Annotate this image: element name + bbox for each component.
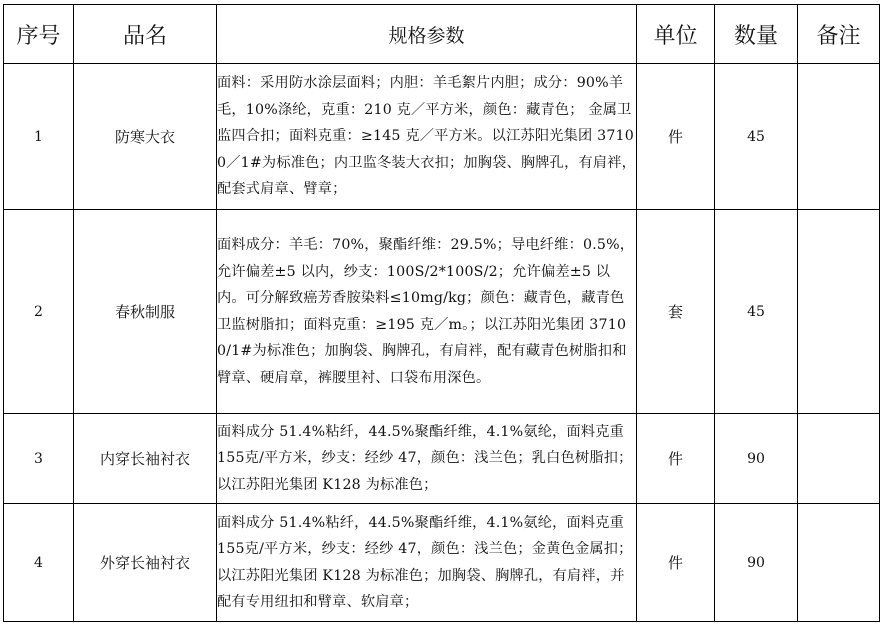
header-spec: 规格参数 bbox=[217, 5, 637, 64]
row-index: 3 bbox=[4, 414, 74, 504]
row-spec-text: 面料成分 51.4%粘纤，44.5%聚酯纤维，4.1%氨纶，面料克重 155克/平方米，纱支：经纱 47，颜色：浅兰色；金黄色金属扣；以江苏阳光集团 K128 为标准色；加胸袋、胸牌孔，有肩袢，并配有专用纽扣和臂章、软肩章； bbox=[217, 514, 633, 610]
row-remark bbox=[798, 210, 880, 414]
row-spec-text: 面料：采用防水涂层面料；内胆：羊毛絮片内胆；成分：90%羊毛，10%涤纶，克重：210 克／平方米，颜色：藏青色； 金属卫监四合扣；面料克重：≥145 克／平方米。以江苏阳光集团 37100／1#为标准色；内卫监冬装大衣扣；加胸袋、胸牌孔，有肩袢，配套式肩章、臂章； bbox=[217, 75, 637, 198]
header-index: 序号 bbox=[4, 5, 74, 64]
row-name: 防寒大衣 bbox=[74, 64, 217, 210]
row-index: 2 bbox=[4, 210, 74, 414]
row-remark bbox=[798, 504, 880, 622]
table-row bbox=[4, 210, 880, 414]
row-spec bbox=[217, 414, 637, 504]
row-name: 春秋制服 bbox=[74, 210, 217, 414]
header-unit: 单位 bbox=[637, 5, 715, 64]
row-unit: 件 bbox=[637, 414, 715, 504]
row-name: 外穿长袖衬衣 bbox=[74, 504, 217, 622]
header-remark: 备注 bbox=[798, 5, 880, 64]
table-row bbox=[4, 64, 880, 210]
row-remark bbox=[798, 414, 880, 504]
row-unit: 套 bbox=[637, 210, 715, 414]
header-quantity: 数量 bbox=[715, 5, 798, 64]
row-spec bbox=[217, 64, 637, 210]
row-remark bbox=[798, 64, 880, 210]
row-quantity: 45 bbox=[715, 210, 798, 414]
row-quantity: 90 bbox=[715, 414, 798, 504]
row-spec-text: 面料成分 51.4%粘纤，44.5%聚酯纤维，4.1%氨纶，面料克重 155克/平方米，纱支：经纱 47，颜色：浅兰色；乳白色树脂扣；以江苏阳光集团 K128 为标准色； bbox=[217, 423, 633, 493]
header-row bbox=[4, 5, 880, 64]
row-spec-text: 面料成分：羊毛：70%，聚酯纤维：29.5%；导电纤维：0.5%，允许偏差±5 以内，纱支：100S/2*100S/2；允许偏差±5 以内。可分解致癌芳香胺染料≤10mg/kg；颜色：藏青色，藏青色卫监树脂扣；面料克重：≥195 克／m。；以江苏阳光集团 37100/1#为标准色；加胸袋、胸牌孔，有肩袢，配有藏青色树脂扣和臂章、硬肩章，裤腰里衬、口袋布用深色。 bbox=[217, 237, 635, 386]
row-index: 4 bbox=[4, 504, 74, 622]
table-row bbox=[4, 504, 880, 622]
row-spec bbox=[217, 504, 637, 622]
row-unit: 件 bbox=[637, 504, 715, 622]
row-spec bbox=[217, 210, 637, 414]
header-name: 品名 bbox=[74, 5, 217, 64]
row-unit: 件 bbox=[637, 64, 715, 210]
row-quantity: 45 bbox=[715, 64, 798, 210]
row-name: 内穿长袖衬衣 bbox=[74, 414, 217, 504]
table-row bbox=[4, 414, 880, 504]
row-quantity: 90 bbox=[715, 504, 798, 622]
row-index: 1 bbox=[4, 64, 74, 210]
clothing-spec-table bbox=[3, 4, 880, 622]
